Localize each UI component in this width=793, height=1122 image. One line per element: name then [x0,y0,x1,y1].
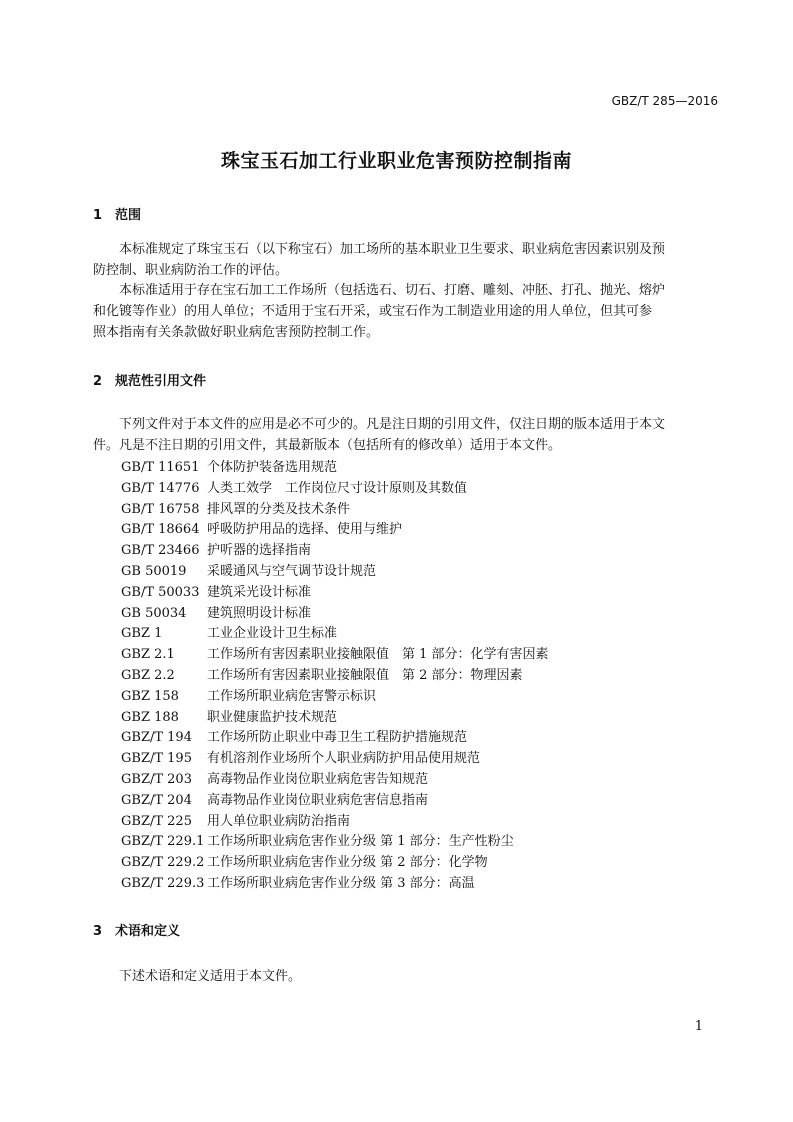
references-intro-paragraph [93,414,711,456]
document-title: 珠宝玉石加工行业职业危害预防控制指南 [220,150,572,172]
reference-name: 工作场所防止职业中毒卫生工程防护措施规范 [207,730,468,746]
reference-item [121,458,549,479]
section-title: 规范性引用文件 [115,374,207,389]
reference-code: GBZ 188 [121,709,179,725]
reference-name: 职业健康监护技术规范 [207,709,338,725]
reference-code: GBZ/T 229.2 [121,855,205,871]
reference-item [121,520,549,541]
text-line: 本标准适用于存在宝石加工工作场所（包括选石、切石、打磨、雕刻、冲胚、打孔、抛光、熔炉 [119,283,666,298]
text-line: 下列文件对于本文件的应用是必不可少的。凡是注日期的引用文件，仅注日期的版本适用于本文 [119,417,666,432]
reference-item [121,541,549,562]
reference-name: 工作场所有害因素职业接触限值 第 2 部分：物理因素 [207,667,523,683]
reference-item [121,853,549,874]
reference-name: 呼吸防护用品的选择、使用与维护 [207,522,403,538]
reference-item [121,645,549,666]
reference-code: GB/T 16758 [121,501,200,517]
reference-item [121,666,549,687]
reference-name: 护听器的选择指南 [207,543,312,559]
reference-code: GBZ/T 195 [121,751,192,767]
section-title: 术语和定义 [115,924,181,939]
text-line: 防控制、职业病防治工作的评估。 [93,263,289,278]
reference-name: 有机溶剂作业场所个人职业病防护用品使用规范 [207,751,481,767]
reference-item [121,749,549,770]
reference-code: GBZ 1 [121,626,163,642]
reference-code: GBZ 2.1 [121,647,175,663]
reference-code: GBZ/T 225 [121,813,192,829]
reference-code: GB/T 11651 [121,460,200,475]
standard-code: GBZ/T 285—2016 [611,94,718,108]
reference-code: GB 50034 [121,605,187,621]
reference-item [121,479,549,500]
reference-name: 工作场所职业病危害作业分级 第 3 部分：高温 [207,875,475,891]
reference-code: GB/T 18664 [121,522,200,538]
page-number: 1 [694,1019,703,1034]
text-line: 和化镀等作业）的用人单位；不适用于宝石开采，或宝石作为工制造业用途的用人单位，但其可参 [93,304,653,319]
reference-name: 建筑照明设计标准 [207,605,312,621]
reference-code: GBZ/T 204 [121,792,192,808]
text-line: 下述术语和定义适用于本文件。 [119,969,302,984]
reference-item [121,770,549,791]
section-number: 1 [93,208,103,223]
reference-item [121,604,549,625]
reference-code: GBZ 2.2 [121,667,175,683]
reference-item [121,791,549,812]
section-heading-terms-definitions [93,920,180,939]
reference-name: 工业企业设计卫生标准 [207,626,338,642]
reference-item [121,624,549,645]
reference-name: 用人单位职业病防治指南 [207,813,351,829]
text-line: 本标准规定了珠宝玉石（以下称宝石）加工场所的基本职业卫生要求、职业病危害因素识别及预 [119,242,666,257]
reference-item [121,708,549,729]
scope-paragraph-1 [93,239,711,281]
reference-name: 工作场所职业病危害警示标识 [207,688,377,704]
reference-item [121,583,549,604]
reference-code: GB/T 14776 [121,480,200,496]
reference-item [121,728,549,749]
section-number: 3 [93,924,103,939]
reference-item [121,832,549,853]
section-number: 2 [93,374,103,389]
reference-name: 高毒物品作业岗位职业病危害信息指南 [207,792,429,808]
reference-code: GBZ/T 203 [121,771,192,787]
reference-item [121,874,549,895]
reference-name: 建筑采光设计标准 [207,584,312,600]
reference-name: 工作场所职业病危害作业分级 第 1 部分：生产性粉尘 [207,834,514,850]
reference-code: GBZ/T 194 [121,730,192,746]
reference-code: GBZ/T 229.3 [121,875,205,891]
reference-item [121,687,549,708]
section-title: 范围 [115,208,142,223]
reference-item [121,500,549,521]
text-line: 件。凡是不注日期的引用文件，其最新版本（包括所有的修改单）适用于本文件。 [93,438,562,453]
reference-name: 个体防护装备选用规范 [207,460,338,475]
terms-intro-paragraph [93,966,711,987]
reference-name: 工作场所有害因素职业接触限值 第 1 部分：化学有害因素 [207,647,549,663]
reference-name: 工作场所职业病危害作业分级 第 2 部分：化学物 [207,855,488,871]
section-heading-scope [93,204,141,223]
text-line: 照本指南有关条款做好职业病危害预防控制工作。 [93,325,380,340]
reference-name: 高毒物品作业岗位职业病危害告知规范 [207,771,429,787]
scope-paragraph-2 [93,280,711,343]
reference-name: 人类工效学 工作岗位尺寸设计原则及其数值 [207,480,468,496]
reference-code: GB/T 50033 [121,584,200,600]
section-heading-normative-references [93,370,206,389]
reference-code: GBZ/T 229.1 [121,834,205,850]
reference-code: GB 50019 [121,563,187,579]
reference-code: GBZ 158 [121,688,179,704]
reference-name: 排风罩的分类及技术条件 [207,501,351,517]
reference-item [121,562,549,583]
reference-item [121,812,549,833]
reference-code: GB/T 23466 [121,543,200,559]
reference-list [121,458,549,895]
reference-name: 采暖通风与空气调节设计规范 [207,563,377,579]
